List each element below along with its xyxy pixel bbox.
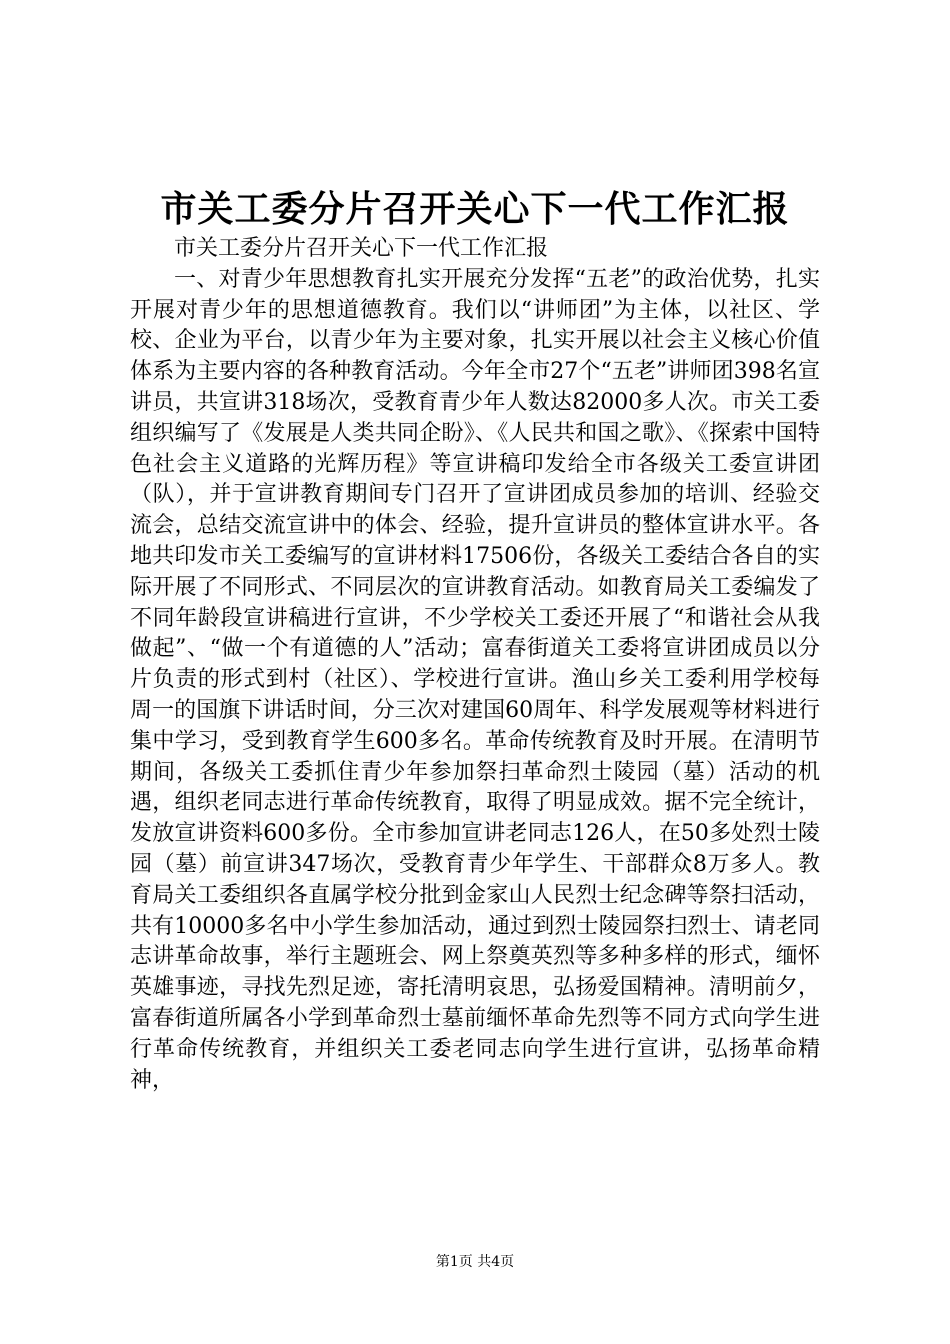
document-title: 市关工委分片召开关心下一代工作汇报	[160, 188, 790, 230]
document-body	[130, 234, 820, 1096]
body-paragraph: 一、对青少年思想教育扎实开展充分发挥“五老”的政治优势，扎实开展对青少年的思想道德教育。我们以“讲师团”为主体，以社区、学校、企业为平台，以青少年为主要对象，扎实开展以社会主义核心价值体系为主要内容的各种教育活动。今年全市27个“五老”讲师团398名宣讲员，共宣讲318场次，受教育青少年人数达82000多人次。市关工委组织编写了《发展是人类共同企盼》、《人民共和国之歌》、《探索中国特色社会主义道路的光辉历程》等宣讲稿印发给全市各级关工委宣讲团（队），并于宣讲教育期间专门召开了宣讲团成员参加的培训、经验交流会，总结交流宣讲中的体会、经验，提升宣讲员的整体宣讲水平。各地共印发市关工委编写的宣讲材料17506份，各级关工委结合各自的实际开展了不同形式、不同层次的宣讲教育活动。如教育局关工委编发了不同年龄段宣讲稿进行宣讲，不少学校关工委还开展了“和谐社会从我做起”、“做一个有道德的人”活动；富春街道关工委将宣讲团成员以分片负责的形式到村（社区）、学校进行宣讲。渔山乡关工委利用学校每周一的国旗下讲话时间，分三次对建国60周年、科学发展观等材料进行集中学习，受到教育学生600多名。革命传统教育及时开展。在清明节期间，各级关工委抓住青少年参加祭扫革命烈士陵园（墓）活动的机遇，组织老同志进行革命传统教育，取得了明显成效。据不完全统计，发放宣讲资料600多份。全市参加宣讲老同志126人，在50多处烈士陵园（墓）前宣讲347场次，受教育青少年学生、干部群众8万多人。教育局关工委组织各直属学校分批到金家山人民烈士纪念碑等祭扫活动，共有10000多名中小学生参加活动，通过到烈士陵园祭扫烈士、请老同志讲革命故事，举行主题班会、网上祭奠英烈等多种多样的形式，缅怀英雄事迹，寻找先烈足迹，寄托清明哀思，弘扬爱国精神。清明前夕，富春街道所属各小学到革命烈士墓前缅怀革命先烈等不同方式向学生进行革命传统教育，并组织关工委老同志向学生进行宣讲，弘扬革命精神，	[130, 266, 820, 1093]
page-footer: 第1页 共4页	[435, 1254, 515, 1270]
body-subtitle-paragraph: 市关工委分片召开关心下一代工作汇报	[174, 236, 549, 261]
